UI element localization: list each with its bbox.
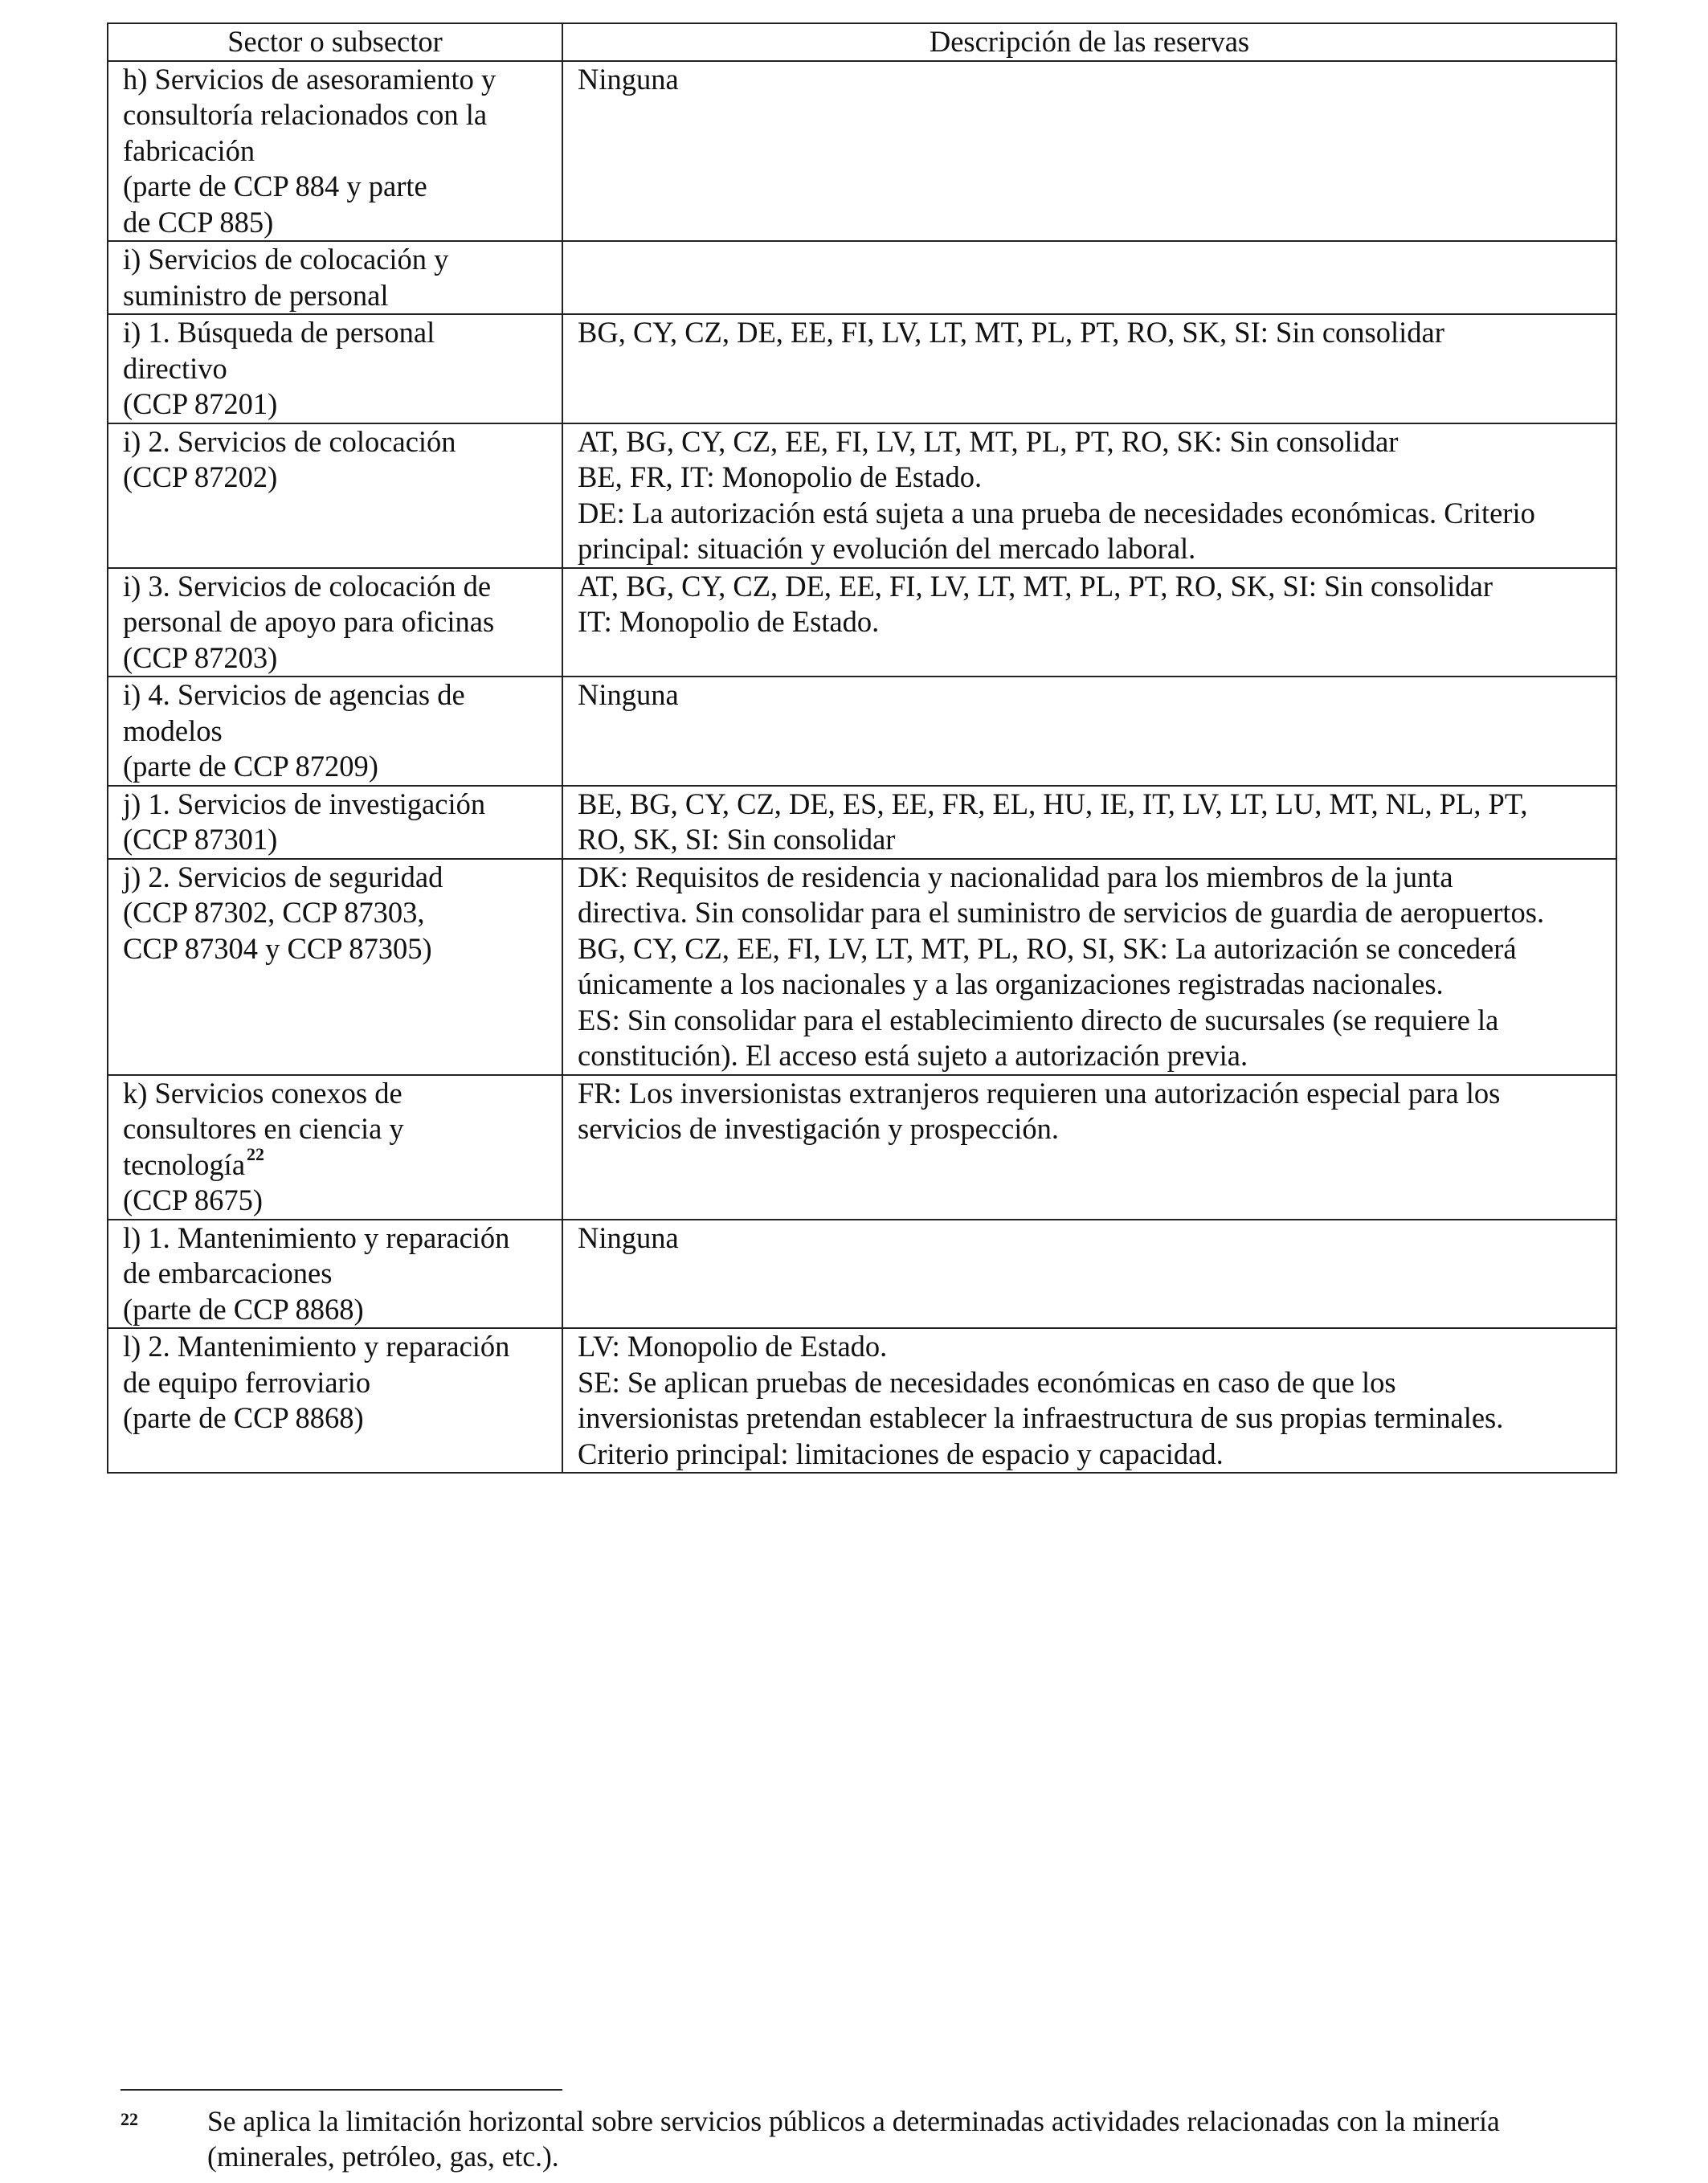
- footnote-line: Se aplica la limitación horizontal sobre servicios públicos a determinadas actividades relacionadas con la minería: [207, 2105, 1500, 2137]
- sector-line: j) 1. Servicios de investigación: [123, 787, 486, 820]
- table-row: [108, 423, 1616, 568]
- reservas-cell: [562, 61, 1616, 242]
- reservas-line: Ninguna: [578, 62, 679, 96]
- sector-line: CCP 87304 y CCP 87305): [123, 931, 432, 965]
- reservas-cell: [562, 786, 1616, 859]
- sector-cell: [108, 859, 562, 1075]
- table-row: [108, 314, 1616, 423]
- reservas-line: DK: Requisitos de residencia y nacionalidad para los miembros de la junta: [578, 860, 1453, 893]
- sector-line: (CCP 87301): [123, 823, 278, 856]
- reservas-line: principal: situación y evolución del mercado laboral.: [578, 532, 1196, 565]
- sector-line-text: tecnología: [123, 1147, 246, 1181]
- reservas-line: BG, CY, CZ, EE, FI, LV, LT, MT, PL, RO, SI, SK: La autorización se concederá: [578, 931, 1517, 965]
- sector-line: (parte de CCP 8868): [123, 1292, 364, 1326]
- reservas-line: directiva. Sin consolidar para el suministro de servicios de guardia de aeropuertos.: [578, 896, 1545, 929]
- reservas-cell: [562, 1075, 1616, 1220]
- sector-line: j) 2. Servicios de seguridad: [123, 860, 443, 893]
- sector-cell: [108, 1220, 562, 1329]
- reservas-cell: [562, 314, 1616, 423]
- sector-line: i) 4. Servicios de agencias de: [123, 678, 465, 711]
- reservas-line: Ninguna: [578, 678, 679, 711]
- reservas-line: SE: Se aplican pruebas de necesidades económicas en caso de que los: [578, 1365, 1396, 1399]
- reservas-cell: [562, 677, 1616, 786]
- footnote-text: [207, 2103, 1615, 2174]
- sector-cell: [108, 677, 562, 786]
- footnote-number: 22: [121, 2109, 138, 2129]
- sector-line: (CCP 87203): [123, 640, 278, 674]
- sector-line: modelos: [123, 713, 223, 747]
- reservas-cell: [562, 568, 1616, 677]
- sector-cell: [108, 314, 562, 423]
- reservas-line: inversionistas pretendan establecer la infraestructura de sus propias terminales.: [578, 1401, 1504, 1434]
- table-row: [108, 568, 1616, 677]
- reservas-line: AT, BG, CY, CZ, EE, FI, LV, LT, MT, PL, PT, RO, SK: Sin consolidar: [578, 424, 1399, 458]
- sector-line: h) Servicios de asesoramiento y: [123, 62, 496, 96]
- table-row: [108, 1328, 1616, 1473]
- sector-line: de CCP 885): [123, 205, 274, 239]
- sector-line: consultores en ciencia y: [123, 1112, 404, 1145]
- sector-line: i) 1. Búsqueda de personal: [123, 316, 435, 349]
- footnote-separator: [121, 2089, 562, 2091]
- sector-line: (CCP 87302, CCP 87303,: [123, 896, 425, 929]
- reservas-line: Criterio principal: limitaciones de espacio y capacidad.: [578, 1437, 1224, 1470]
- sector-line: i) 2. Servicios de colocación: [123, 424, 456, 458]
- footnote: [121, 2103, 1615, 2174]
- sector-line: (parte de CCP 884 y parte: [123, 170, 427, 202]
- sector-line: fabricación: [123, 133, 255, 167]
- sector-line: suministro de personal: [123, 278, 389, 312]
- footnote-reference[interactable]: 22: [247, 1144, 265, 1165]
- reservas-cell: [562, 859, 1616, 1075]
- sector-line: i) 3. Servicios de colocación de: [123, 569, 492, 603]
- reservas-line: Ninguna: [578, 1220, 679, 1254]
- reservas-line: BE, BG, CY, CZ, DE, ES, EE, FR, EL, HU, IE, IT, LV, LT, LU, MT, NL, PL, PT,: [578, 787, 1528, 820]
- reservas-line: constitución). El acceso está sujeto a autorización previa.: [578, 1039, 1248, 1072]
- table-row: [108, 1075, 1616, 1220]
- sector-line: l) 2. Mantenimiento y reparación: [123, 1330, 510, 1363]
- reservas-line: servicios de investigación y prospección.: [578, 1112, 1060, 1145]
- sector-line-with-footnote: [123, 1144, 554, 1183]
- reservas-cell: [562, 423, 1616, 568]
- table-row: [108, 241, 1616, 314]
- sector-line: (parte de CCP 8868): [123, 1401, 364, 1434]
- sector-cell: [108, 568, 562, 677]
- sector-line: de embarcaciones: [123, 1257, 333, 1290]
- sector-line: k) Servicios conexos de: [123, 1076, 402, 1110]
- sector-cell: [108, 1075, 562, 1220]
- reservas-line: BG, CY, CZ, DE, EE, FI, LV, LT, MT, PL, PT, RO, SK, SI: Sin consolidar: [578, 316, 1444, 349]
- sector-line: (CCP 8675): [123, 1183, 264, 1216]
- sector-cell: [108, 241, 562, 314]
- reservas-line: ES: Sin consolidar para el establecimiento directo de sucursales (se requiere la: [578, 1003, 1499, 1036]
- sector-line: personal de apoyo para oficinas: [123, 605, 495, 638]
- sector-cell: [108, 786, 562, 859]
- reservas-cell: [562, 1328, 1616, 1473]
- reservas-line: únicamente a los nacionales y a las organizaciones registradas nacionales.: [578, 967, 1444, 1000]
- reservas-line: LV: Monopolio de Estado.: [578, 1330, 888, 1363]
- reservas-line: RO, SK, SI: Sin consolidar: [578, 823, 896, 856]
- reservas-line: IT: Monopolio de Estado.: [578, 605, 880, 638]
- table-row: [108, 677, 1616, 786]
- sector-line: (CCP 87201): [123, 387, 278, 420]
- table-row: [108, 1220, 1616, 1329]
- sector-cell: [108, 61, 562, 242]
- table-row: [108, 61, 1616, 242]
- sector-line: (CCP 87202): [123, 460, 278, 493]
- reservas-line: BE, FR, IT: Monopolio de Estado.: [578, 460, 983, 493]
- sector-line: i) Servicios de colocación y: [123, 243, 449, 276]
- sector-line: l) 1. Mantenimiento y reparación: [123, 1220, 510, 1254]
- reservas-line: AT, BG, CY, CZ, DE, EE, FI, LV, LT, MT, PL, PT, RO, SK, SI: Sin consolidar: [578, 569, 1493, 603]
- footnote-line: (minerales, petróleo, gas, etc.).: [207, 2140, 559, 2173]
- sector-line: consultoría relacionados con la: [123, 98, 488, 131]
- sector-cell: [108, 423, 562, 568]
- reservas-line: FR: Los inversionistas extranjeros requieren una autorización especial para los: [578, 1076, 1501, 1110]
- table-row: [108, 786, 1616, 859]
- sector-line: (parte de CCP 87209): [123, 750, 378, 783]
- reservas-line: DE: La autorización está sujeta a una prueba de necesidades económicas. Criterio: [578, 496, 1535, 529]
- sector-line: directivo: [123, 351, 227, 385]
- table-row: [108, 859, 1616, 1075]
- reservas-cell: [562, 241, 1616, 314]
- header-sector: Sector o subsector: [108, 23, 562, 61]
- reservations-table: [107, 22, 1617, 1474]
- table-header-row: [108, 23, 1616, 61]
- reservas-cell: [562, 1220, 1616, 1329]
- header-reservas: Descripción de las reservas: [562, 23, 1616, 61]
- sector-line: de equipo ferroviario: [123, 1365, 371, 1399]
- sector-cell: [108, 1328, 562, 1473]
